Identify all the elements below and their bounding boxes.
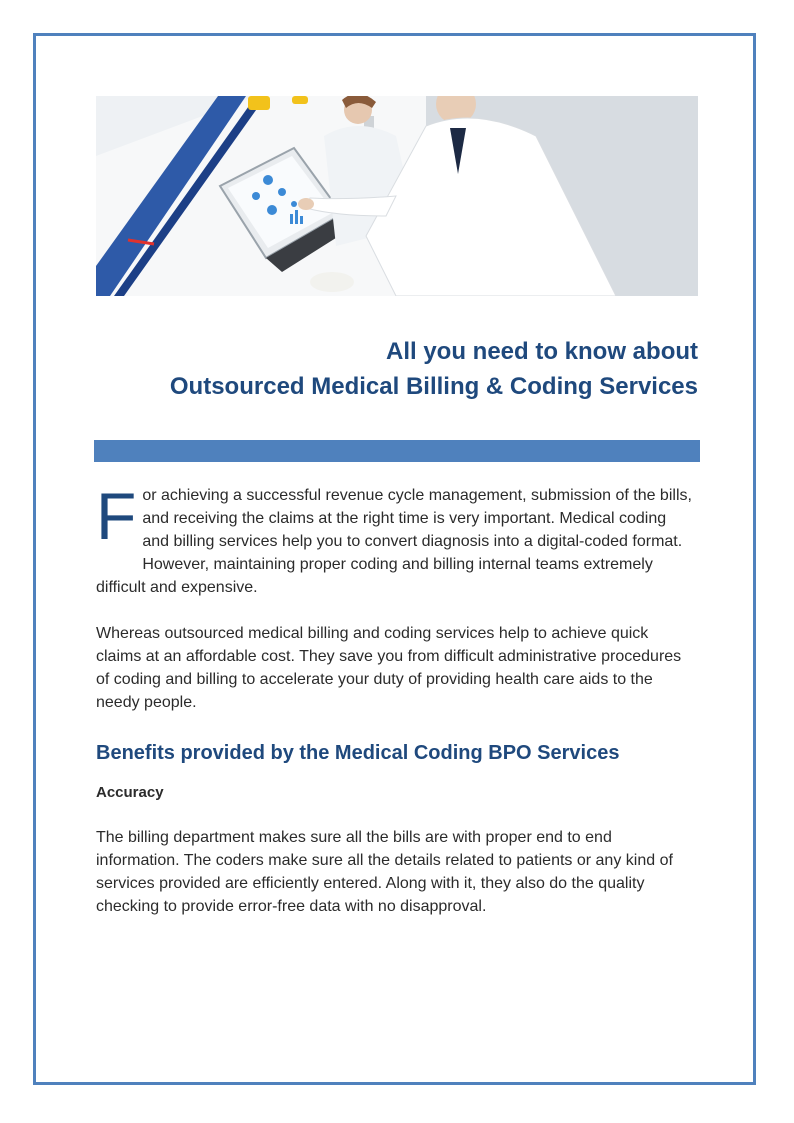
drop-cap: F [96,479,137,553]
paragraph-accuracy: The billing department makes sure all the bills are with proper end to end information. The coders make sure all the details related to patients or any kind of services provided are efficiently entered. Along with it, they also do the quality checking to provide error-free data with no disapproval. [96,829,673,915]
intro-paragraph [96,479,696,599]
accuracy-subheading: Accuracy [96,784,164,801]
section-divider-bar [94,440,700,462]
benefits-heading: Benefits provided by the Medical Coding BPO Services [96,742,620,764]
page-title-line-2: Outsourced Medical Billing & Coding Services [169,373,698,400]
page-title [98,334,698,404]
intro-text: or achieving a successful revenue cycle management, submission of the bills, and receiving the claims at the right time is very important. Medical coding and billing services help you to convert diagnosis into a digital-coded format. However, maintaining proper coding and billing internal teams extremely difficult and expensive. [96,487,692,596]
page-title-line-1: All you need to know about [386,338,698,365]
paragraph-outsourced: Whereas outsourced medical billing and coding services help to achieve quick claims at an affordable cost. They save you from difficult administrative procedures of coding and billing to accelerate your duty of providing health care aids to the needy people. [96,625,682,711]
hero-image [96,96,698,296]
article-body [96,479,696,918]
lab-photo-illustration [96,96,698,296]
